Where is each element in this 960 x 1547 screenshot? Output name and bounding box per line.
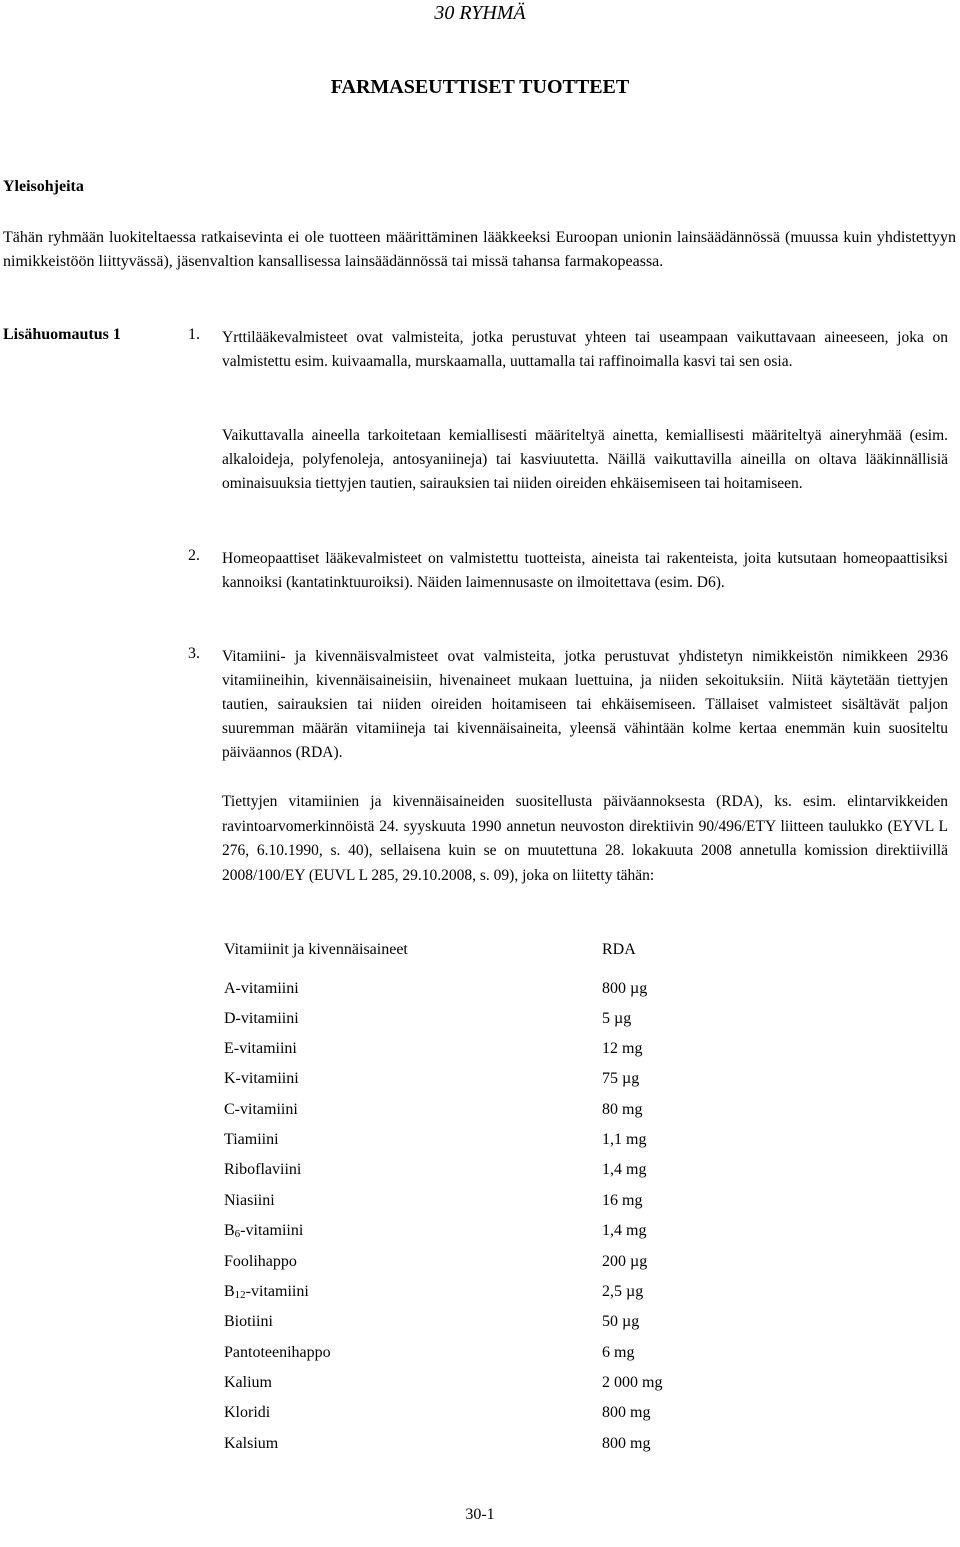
- note-item-number: 3.: [188, 645, 200, 662]
- table-row: [224, 1283, 704, 1313]
- table-cell-substance: Foolihappo: [224, 1253, 297, 1270]
- table-cell-substance: A-vitamiini: [224, 980, 299, 997]
- table-row: [224, 1222, 704, 1252]
- table-cell-rda: 75 µg: [602, 1070, 640, 1087]
- table-row: [224, 980, 704, 1010]
- table-cell-rda: 800 mg: [602, 1404, 651, 1421]
- general-heading: Yleisohjeita: [3, 178, 84, 195]
- table-cell-substance: Tiamiini: [224, 1131, 279, 1148]
- note-item-number: 2.: [188, 547, 200, 564]
- table-cell-substance: C-vitamiini: [224, 1101, 298, 1118]
- table-cell-rda: 16 mg: [602, 1192, 643, 1209]
- table-row: [224, 1435, 704, 1465]
- table-cell-rda: 12 mg: [602, 1040, 643, 1057]
- table-row: [224, 1313, 704, 1343]
- chapter-title: 30 RYHMÄ: [434, 2, 526, 24]
- table-cell-rda: 1,4 mg: [602, 1222, 647, 1239]
- table-row: [224, 1374, 704, 1404]
- table-cell-substance-suffix: -vitamiini: [245, 1283, 309, 1300]
- table-cell-substance: Pantoteenihappo: [224, 1344, 331, 1361]
- table-row: [224, 1101, 704, 1131]
- table-cell-rda: 50 µg: [602, 1313, 640, 1330]
- table-cell-substance: [224, 1283, 309, 1301]
- table-cell-substance: Kloridi: [224, 1404, 271, 1421]
- table-header-substance: Vitamiinit ja kivennäisaineet: [224, 941, 408, 958]
- table-cell-rda: 80 mg: [602, 1101, 643, 1118]
- table-header-rda: RDA: [602, 941, 636, 958]
- table-cell-substance: Niasiini: [224, 1192, 275, 1209]
- table-cell-substance: D-vitamiini: [224, 1010, 299, 1027]
- table-cell-rda: 200 µg: [602, 1253, 648, 1270]
- table-cell-rda: 800 mg: [602, 1435, 651, 1452]
- table-cell-substance: [224, 1222, 303, 1240]
- table-row: [224, 1253, 704, 1283]
- table-cell-rda: 1,1 mg: [602, 1131, 647, 1148]
- note-item-paragraph: Tiettyjen vitamiinien ja kivennäisaineiden suositellusta päiväannoksesta (RDA), ks. esim. elintarvikkeiden ravintoarvomerkinnöistä 24. syyskuuta 1990 annetun neuvoston direktiivin 90/496/ETY liitteen taulukko (EYVL L 276, 6.10.1990, s. 40), sellaisena kuin se on muutettuna 28. lokakuuta 2008 annetulla komission direktiivillä 2008/100/EY (EUVL L 285, 29.10.2008, s. 09), joka on liitetty tähän:: [222, 793, 948, 884]
- table-cell-rda: 2 000 mg: [602, 1374, 663, 1391]
- table-cell-substance: Kalsium: [224, 1435, 279, 1452]
- table-row: [224, 1131, 704, 1161]
- note-item-paragraph: Yrttilääkevalmisteet ovat valmisteita, jotka perustuvat yhteen tai useampaan vaikuttavaan aineeseen, joka on valmistettu esim. kuivaamalla, murskaamalla, uuttamalla tai raffinoimalla kasvi tai sen osia.: [222, 329, 948, 370]
- table-cell-rda: 6 mg: [602, 1344, 635, 1361]
- table-cell-substance: Kalium: [224, 1374, 272, 1391]
- table-cell-substance-suffix: -vitamiini: [240, 1222, 304, 1239]
- table-cell-substance-subscript: 6: [234, 1228, 241, 1240]
- table-cell-substance: Biotiini: [224, 1313, 273, 1330]
- table-cell-substance-subscript: 12: [234, 1289, 246, 1301]
- table-row: [224, 1010, 704, 1040]
- table-cell-rda: 5 µg: [602, 1010, 632, 1027]
- note-item-paragraph: Homeopaattiset lääkevalmisteet on valmistettu tuotteista, aineista tai rakenteista, joita kutsutaan homeopaattisiksi kannoiksi (kantatinktuuroiksi). Näiden laimennusaste on ilmoitettava (esim. D6).: [222, 550, 948, 591]
- note-item-number: 1.: [188, 326, 200, 343]
- table-row: [224, 1161, 704, 1191]
- table-cell-substance-base: B: [224, 1222, 235, 1239]
- table-row: [224, 1344, 704, 1374]
- table-cell-substance-base: B: [224, 1283, 235, 1300]
- table-header-row: [224, 941, 704, 971]
- table-cell-substance: E-vitamiini: [224, 1040, 297, 1057]
- page-title: FARMASEUTTISET TUOTTEET: [330, 76, 630, 98]
- note-item-paragraph: Vitamiini- ja kivennäisvalmisteet ovat valmisteita, jotka perustuvat yhdistetyn nimikkeistön nimikkeen 2936 vitamiineihin, kivennäisaineisiin, hivenaineet mukaan luettuina, ja niiden sekoituksiin. Niitä käytetään tiettyjen tautien, sairauksien tai niiden oireiden hoitamiseen tai ehkäisemiseen. Tällaiset valmisteet sisältävät paljon suuremman määrän vitamiineja tai kivennäisaineita, yleensä vähintään kolme kertaa enemmän kuin suositeltu päiväannos (RDA).: [222, 648, 948, 761]
- note-label: Lisähuomautus 1: [3, 326, 121, 343]
- table-row: [224, 1040, 704, 1070]
- table-cell-rda: 2,5 µg: [602, 1283, 644, 1300]
- table-row: [224, 1404, 704, 1434]
- table-cell-substance: Riboflaviini: [224, 1161, 302, 1178]
- page-number: 30-1: [465, 1506, 495, 1523]
- table-cell-rda: 800 µg: [602, 980, 648, 997]
- table-row: [224, 1070, 704, 1100]
- table-cell-rda: 1,4 mg: [602, 1161, 647, 1178]
- table-row: [224, 1192, 704, 1222]
- general-text: Tähän ryhmään luokiteltaessa ratkaisevinta ei ole tuotteen määrittäminen lääkkeeksi Euroopan unionin lainsäädännössä (muussa kuin yhdistettyyn nimikkeistöön liittyvässä), jäsenvaltion kansallisessa lainsäädännössä tai missä tahansa farmakopeassa.: [3, 229, 956, 270]
- note-item-paragraph: Vaikuttavalla aineella tarkoitetaan kemiallisesti määriteltyä ainetta, kemiallisesti määriteltyä aineryhmää (esim. alkaloideja, polyfenoleja, antosyaniineja) tai kasviuutetta. Näillä vaikuttavilla aineilla on oltava lääkinnällisiä ominaisuuksia tiettyjen tautien, sairauksien tai niiden oireiden ehkäisemiseen tai hoitamiseen.: [222, 427, 948, 492]
- table-cell-substance: K-vitamiini: [224, 1070, 299, 1087]
